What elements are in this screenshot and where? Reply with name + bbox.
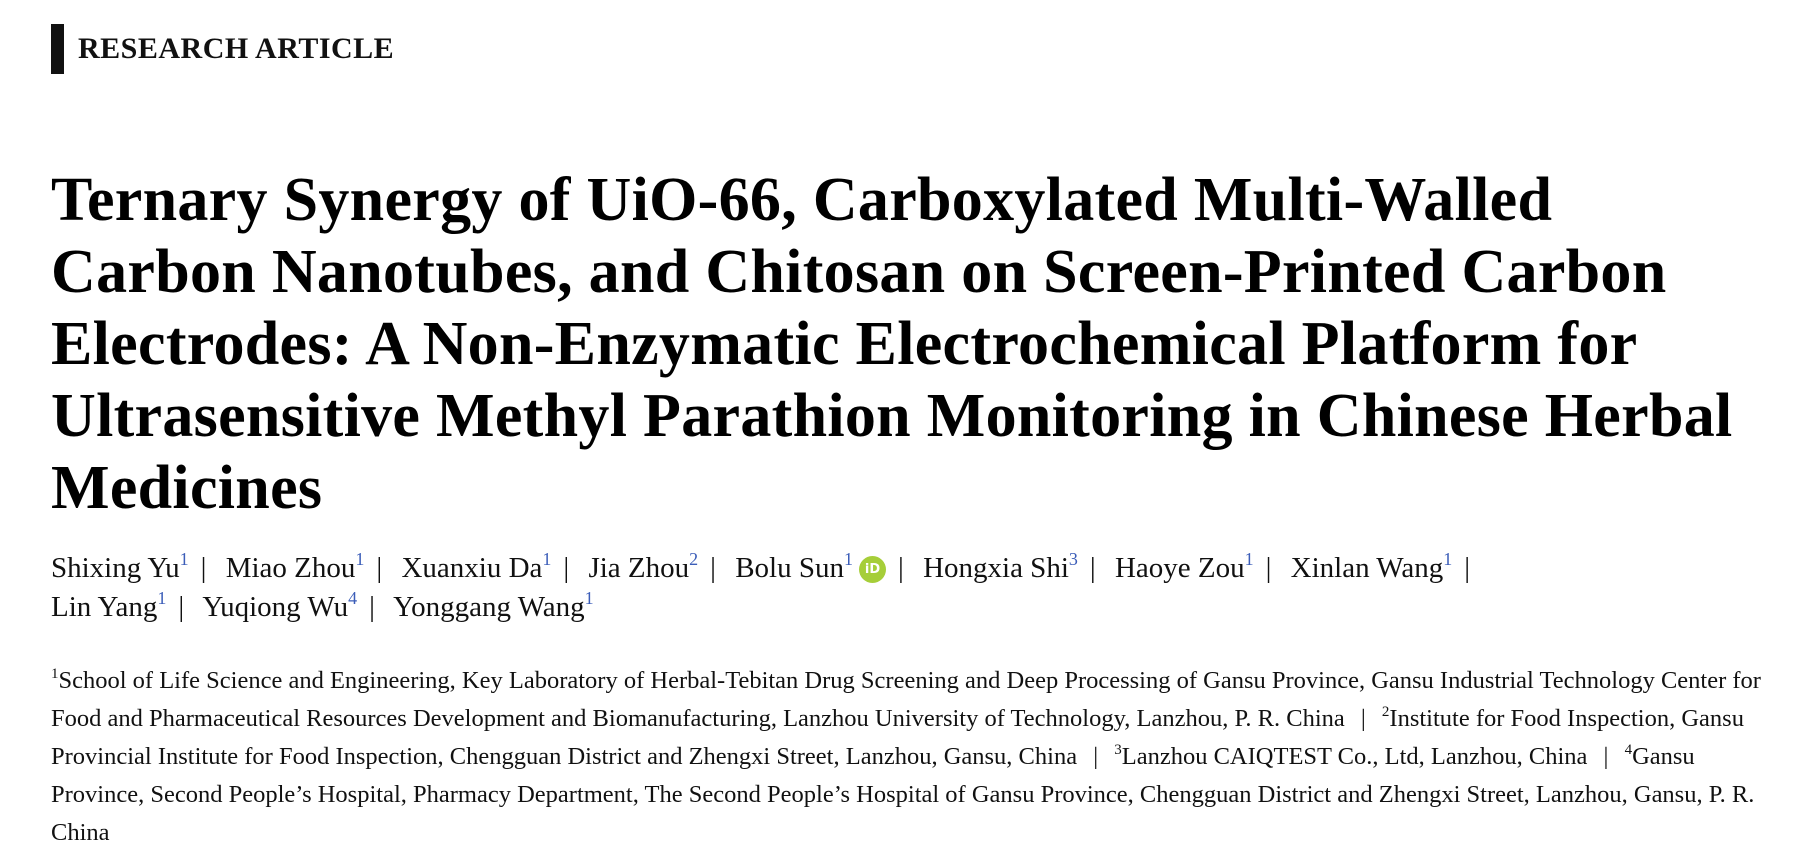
author-affiliation-marker: 1 [844, 549, 853, 569]
author-name[interactable] [225, 549, 365, 584]
author-name[interactable] [735, 549, 886, 584]
affiliation [1114, 743, 1587, 770]
author-name-text: Yonggang Wang [393, 591, 585, 623]
author-list [51, 549, 1751, 627]
author-separator: | [710, 552, 716, 584]
affiliation-text: School of Life Science and Engineering, Key Laboratory of Herbal-Tebitan Drug Screening and Deep Processing of Gansu Province, Gansu Industrial Technology Center for Food and Pharmaceutical Resources Development and Biomanufacturing, Lanzhou University of Technology, Lanzhou, P. R. China [51, 667, 1761, 732]
author-name[interactable] [401, 549, 552, 584]
author-separator: | [1464, 552, 1471, 584]
author-name[interactable] [588, 549, 699, 584]
affiliation-list [51, 662, 1771, 852]
author-name[interactable] [923, 549, 1078, 584]
author-name[interactable] [51, 588, 167, 623]
author-separator: | [1265, 552, 1272, 584]
section-label-text: RESEARCH ARTICLE [78, 32, 395, 65]
author-affiliation-marker: 1 [157, 588, 167, 608]
author-separator: | [898, 552, 904, 584]
orcid-icon[interactable]: iD [859, 556, 886, 583]
affiliation-text: Lanzhou CAIQTEST Co., Ltd, Lanzhou, China [1121, 743, 1588, 770]
affiliation-number: 1 [51, 666, 59, 682]
affiliation-text: Institute for Food Inspection, Gansu Provincial Institute for Food Inspection, Chengguan District and Zhengxi Street, Lanzhou, Gansu, China [51, 705, 1744, 770]
author-affiliation-marker: 1 [1244, 549, 1254, 569]
author-name-text: Jia Zhou [588, 552, 690, 584]
affiliation-number: 2 [1381, 704, 1390, 720]
author-separator: | [200, 552, 207, 584]
affiliation-number: 4 [1624, 742, 1633, 758]
affiliation-separator: | [1603, 743, 1609, 770]
author-separator: | [376, 552, 383, 584]
author-separator: | [369, 591, 375, 623]
author-name-text: Miao Zhou [225, 552, 356, 584]
author-name-text: Xinlan Wang [1290, 552, 1444, 584]
author-separator: | [178, 591, 185, 623]
author-name[interactable] [202, 588, 358, 623]
author-name[interactable] [1114, 549, 1254, 584]
author-name[interactable] [393, 588, 594, 623]
author-affiliation-marker: 1 [355, 549, 365, 569]
section-bar [51, 24, 64, 74]
author-affiliation-marker: 3 [1068, 549, 1078, 569]
author-affiliation-marker: 2 [689, 549, 699, 569]
author-affiliation-marker: 4 [348, 588, 358, 608]
author-separator: | [563, 552, 570, 584]
affiliation-separator: | [1360, 705, 1366, 732]
author-name[interactable] [51, 549, 189, 584]
author-affiliation-marker: 1 [542, 549, 552, 569]
author-affiliation-marker: 1 [179, 549, 189, 569]
affiliation-text: Gansu Province, Second People’s Hospital, Pharmacy Department, The Second People’s Hospital of Gansu Province, Chengguan District and Zhengxi Street, Lanzhou, Gansu, P. R. China [51, 743, 1755, 846]
author-name-text: Yuqiong Wu [202, 591, 349, 623]
article-title: Ternary Synergy of UiO-66, Carboxylated Multi-Walled Carbon Nanotubes, and Chitosan on Screen-Printed Carbon Electrodes: A Non-Enzymatic Electrochemical Platform for Ultrasensitive Methyl Parathion Monitoring in Chinese Herbal Medicines [51, 166, 1733, 522]
author-affiliation-marker: 1 [584, 588, 594, 608]
affiliation-number: 3 [1114, 742, 1122, 758]
affiliation-separator: | [1093, 743, 1099, 770]
author-affiliation-marker: 1 [1443, 549, 1453, 569]
author-name-text: Shixing Yu [51, 552, 180, 584]
author-name-text: Bolu Sun [735, 552, 844, 584]
author-name-text: Lin Yang [51, 591, 158, 623]
author-separator: | [1089, 552, 1096, 584]
section-label [51, 24, 394, 74]
author-name-text: Hongxia Shi [923, 552, 1069, 584]
author-name[interactable] [1290, 549, 1453, 584]
author-name-text: Haoye Zou [1114, 552, 1245, 584]
author-name-text: Xuanxiu Da [401, 552, 543, 584]
